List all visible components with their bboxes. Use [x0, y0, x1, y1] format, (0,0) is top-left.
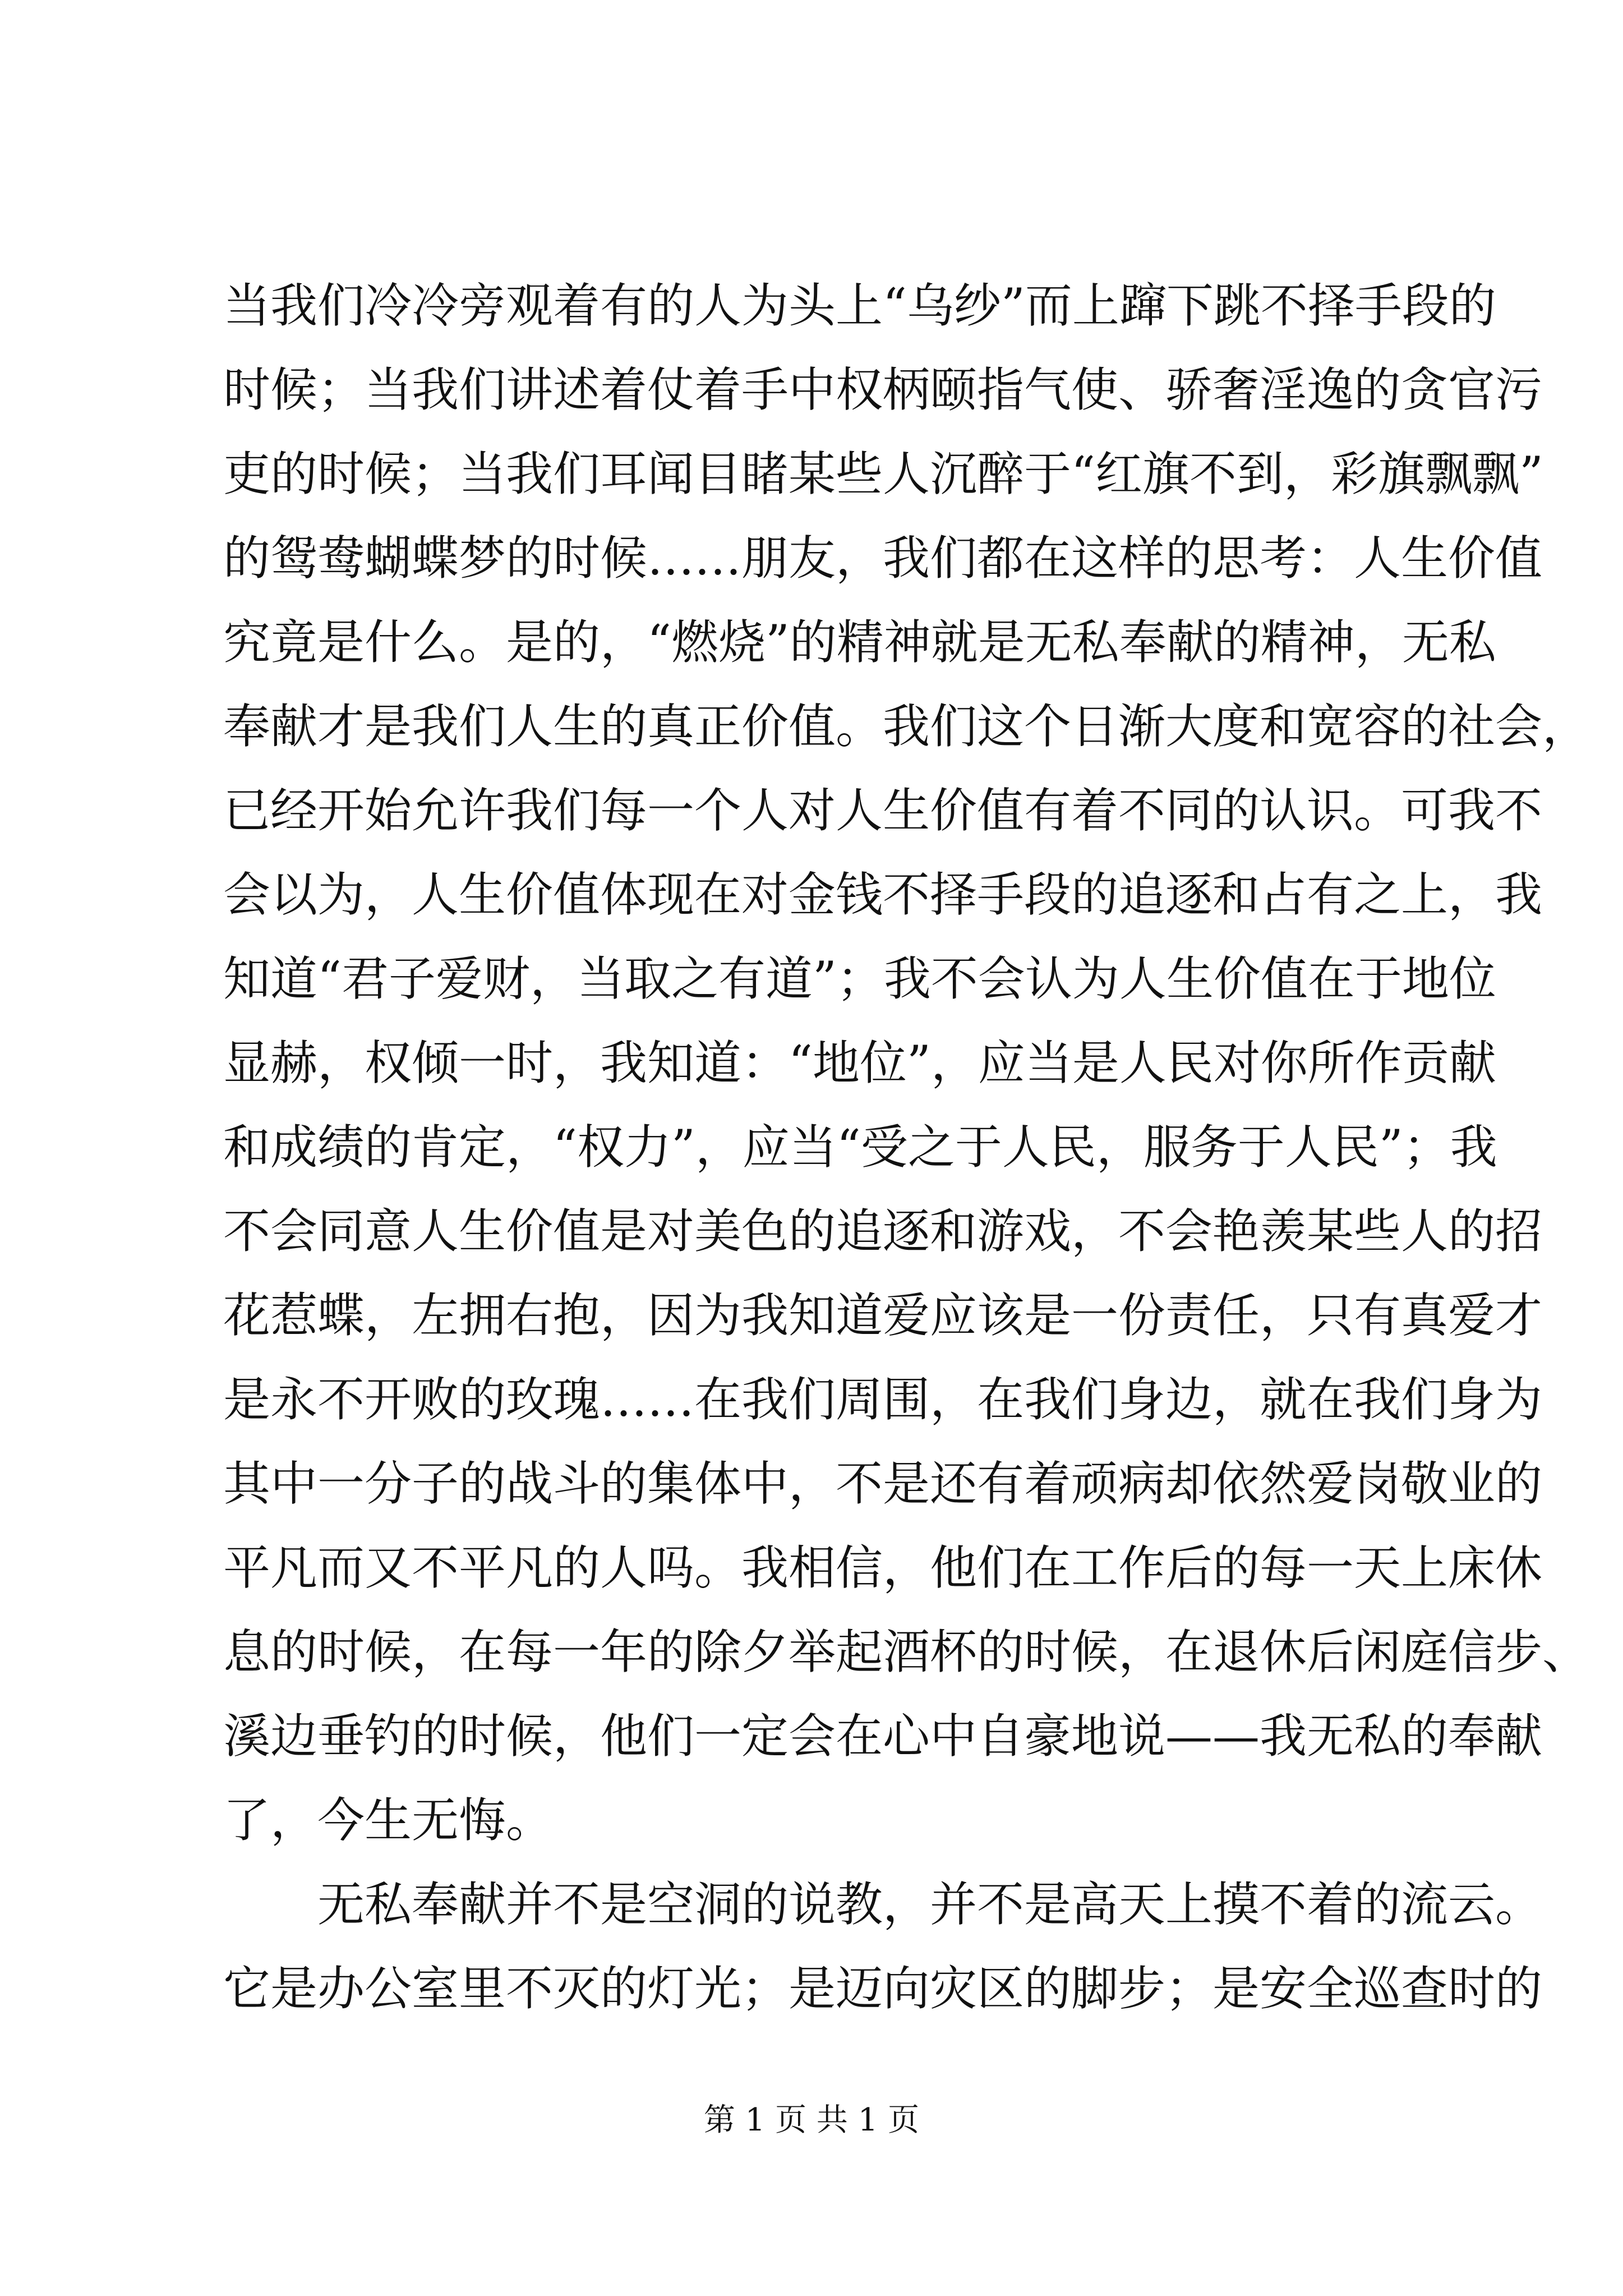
- text-line: 息的时候，在每一年的除夕举起酒杯的时候，在退休后闲庭信步、: [223, 1625, 1590, 1680]
- page-number-label: 第 1 页 共 1 页: [703, 2102, 920, 2138]
- text-line: 的鸳鸯蝴蝶梦的时候……朋友，我们都在这样的思考：人生价值: [223, 531, 1543, 586]
- text-line: 和成绩的肯定，“权力”，应当“受之于人民，服务于人民”；我: [223, 1120, 1497, 1175]
- text-line: 显赫，权倾一时，我知道：“地位”，应当是人民对你所作贡献: [223, 1036, 1496, 1091]
- text-line: 知道“君子爱财，当取之有道”；我不会认为人生价值在于地位: [223, 951, 1496, 1006]
- text-line: 究竟是什么。是的，“燃烧”的精神就是无私奉献的精神，无私: [223, 615, 1496, 670]
- text-line: 已经开始允许我们每一个人对人生价值有着不同的认识。可我不: [223, 783, 1543, 838]
- text-line: 它是办公室里不灭的灯光；是迈向灾区的脚步；是安全巡查时的: [223, 1961, 1543, 2016]
- page-footer: [0, 2098, 1623, 2143]
- text-line: 会以为，人生价值体现在对金钱不择手段的追逐和占有之上，我: [223, 867, 1543, 922]
- text-line: 是永不开败的玫瑰……在我们周围，在我们身边，就在我们身为: [223, 1372, 1543, 1427]
- text-line: 奉献才是我们人生的真正价值。我们这个日渐大度和宽容的社会，: [223, 699, 1590, 754]
- text-line: 了，今生无悔。: [223, 1793, 554, 1848]
- text-line: 不会同意人生价值是对美色的追逐和游戏，不会艳羡某些人的招: [223, 1204, 1543, 1259]
- text-line: 平凡而又不平凡的人吗。我相信，他们在工作后的每一天上床休: [223, 1540, 1543, 1595]
- body-text: [223, 264, 1590, 2031]
- text-line: 溪边垂钓的时候，他们一定会在心中自豪地说——我无私的奉献: [223, 1709, 1543, 1764]
- text-line: 其中一分子的战斗的集体中，不是还有着顽病却依然爱岗敬业的: [223, 1456, 1543, 1511]
- text-line: 花惹蝶，左拥右抱，因为我知道爱应该是一份责任，只有真爱才: [223, 1288, 1543, 1343]
- text-line: 当我们冷冷旁观着有的人为头上“乌纱”而上蹿下跳不择手段的: [223, 278, 1496, 333]
- text-line: 无私奉献并不是空洞的说教，并不是高天上摸不着的流云。: [317, 1877, 1543, 1932]
- text-line: 时候；当我们讲述着仗着手中权柄颐指气使、骄奢淫逸的贪官污: [223, 362, 1543, 417]
- text-line: 吏的时候；当我们耳闻目睹某些人沉醉于“红旗不到，彩旗飘飘”: [223, 447, 1543, 501]
